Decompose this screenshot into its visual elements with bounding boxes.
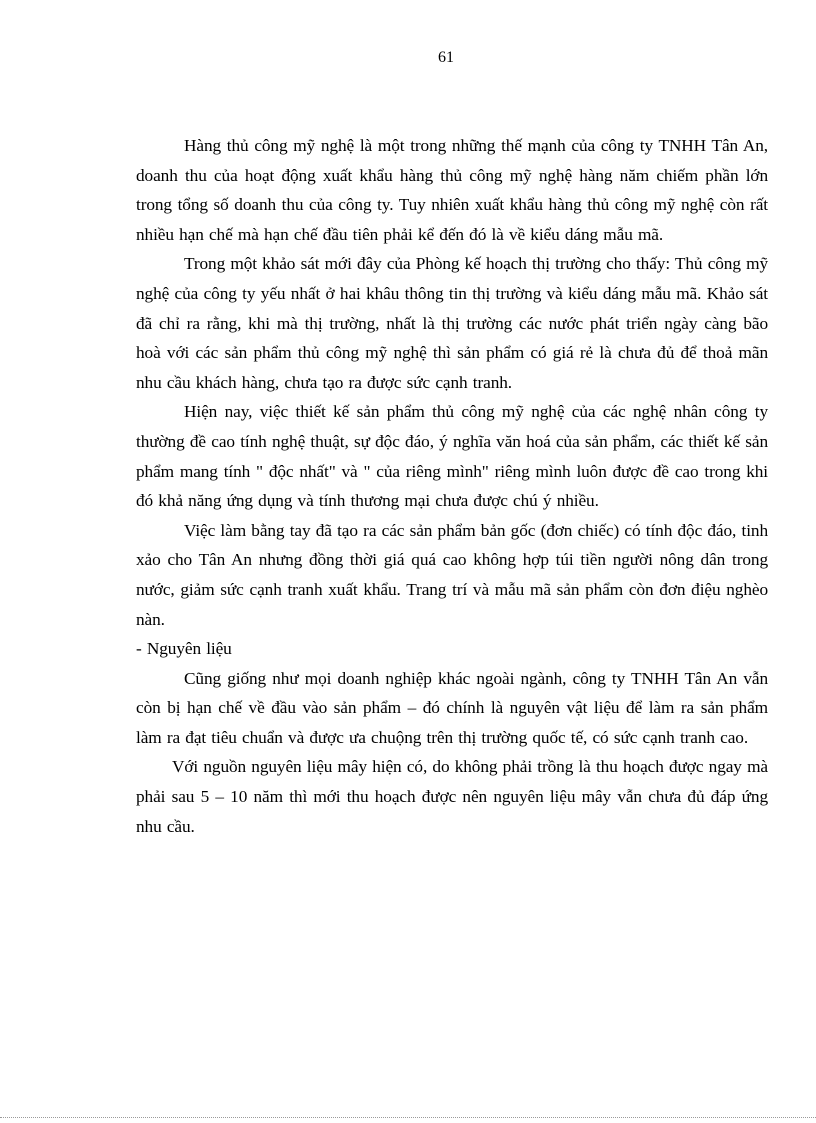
paragraph-handmade-pricing: Việc làm bằng tay đã tạo ra các sản phẩm bản gốc (đơn chiếc) có tính độc đáo, tinh xảo cho Tân An nhưng đồng thời giá quá cao không hợp túi tiền người nông dân trong nước, giảm sức cạnh tranh xuất khẩu. Trang trí và mẫu mã sản phẩm còn đơn điệu nghèo nàn. bbox=[136, 520, 768, 629]
paragraph-rattan-supply: Với nguồn nguyên liệu mây hiện có, do không phải trồng là thu hoạch được ngay mà phải sau 5 – 10 năm thì mới thu hoạch được nên nguyên liệu mây vẫn chưa đủ đáp ứng nhu cầu. bbox=[136, 757, 768, 836]
document-body bbox=[136, 131, 768, 841]
paragraph-handicraft-strength: Hàng thủ công mỹ nghệ là một trong những thế mạnh của công ty TNHH Tân An, doanh thu của hoạt động xuất khẩu hàng thủ công mỹ nghệ hàng năm chiếm phần lớn trong tổng số doanh thu của công ty. Tuy nhiên xuất khẩu hàng thủ công mỹ nghệ còn rất nhiều hạn chế mà hạn chế đầu tiên phải kể đến đó là về kiểu dáng mẫu mã. bbox=[136, 136, 768, 244]
section-heading-materials: - Nguyên liệu bbox=[136, 639, 232, 659]
paragraph-market-survey: Trong một khảo sát mới đây của Phòng kế hoạch thị trường cho thấy: Thủ công mỹ nghệ của công ty yếu nhất ở hai khâu thông tin thị trường và kiểu dáng mẫu mã. Khảo sát đã chỉ ra rằng, khi mà thị trường, nhất là thị trường các nước phát triển ngày càng bão hoà với các sản phẩm thủ công mỹ nghệ thì sản phẩm có giá rẻ là chưa đủ để thoả mãn nhu cầu khách hàng, chưa tạo ra được sức cạnh tranh. bbox=[136, 254, 768, 392]
page-number: 61 bbox=[438, 49, 454, 66]
paragraph-input-materials: Cũng giống như mọi doanh nghiệp khác ngoài ngành, công ty TNHH Tân An vẫn còn bị hạn chế về đầu vào sản phẩm – đó chính là nguyên vật liệu để làm ra sản phẩm làm ra đạt tiêu chuẩn và được ưa chuộng trên thị trường quốc tế, có sức cạnh tranh cao. bbox=[136, 668, 768, 747]
page-bottom-divider bbox=[0, 1117, 816, 1118]
paragraph-product-design: Hiện nay, việc thiết kế sản phẩm thủ công mỹ nghệ của các nghệ nhân công ty thường đề cao tính nghệ thuật, sự độc đáo, ý nghĩa văn hoá của sản phẩm, các thiết kế sản phẩm mang tính " độc nhất" và " của riêng mình" riêng mình luôn được đề cao trong khi đó khả năng ứng dụng và tính thương mại chưa được chú ý nhiều. bbox=[136, 402, 768, 511]
